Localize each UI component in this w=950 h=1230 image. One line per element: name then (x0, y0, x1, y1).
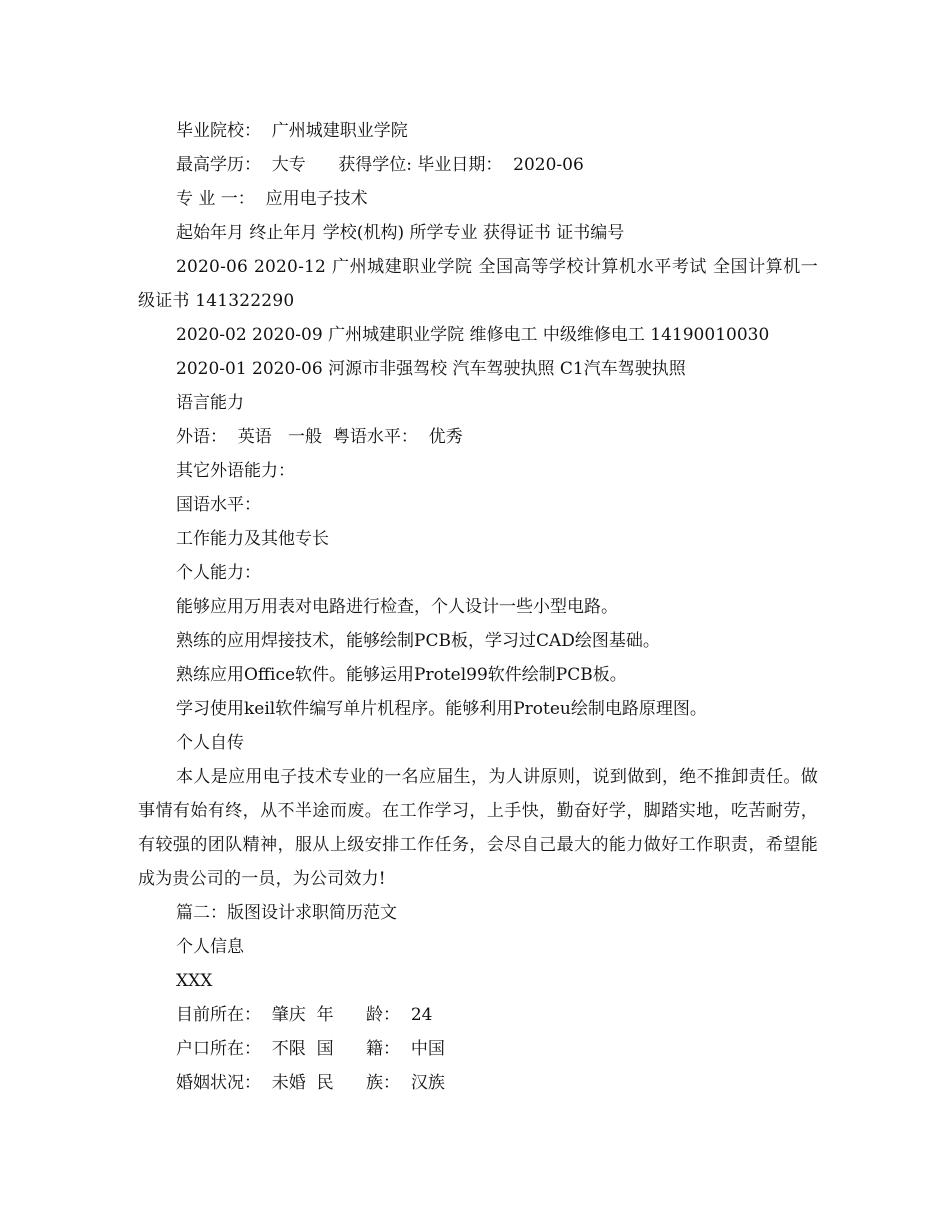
cert-row-driving: 2020-01 2020-06 河源市非强驾校 汽车驾驶执照 C1汽车驾驶执照 (176, 359, 686, 379)
education-line: 最高学历： 大专 获得学位: 毕业日期： 2020-06 (176, 155, 584, 175)
other-language-line: 其它外语能力： (176, 461, 295, 481)
skill-item: 学习使用keil软件编写单片机程序。能够利用Proteu绘制电路原理图。 (176, 699, 707, 719)
cert-row-electrician: 2020-02 2020-09 广州城建职业学院 维修电工 中级维修电工 14190010030 (176, 325, 770, 345)
skill-item: 能够应用万用表对电路进行检查，个人设计一些小型电路。 (176, 597, 618, 617)
section-article-two-title: 篇二：版图设计求职简历范文 (176, 903, 397, 923)
section-personal-info: 个人信息 (176, 937, 244, 957)
marital-ethnicity-line: 婚姻状况： 未婚 民 族： 汉族 (176, 1073, 445, 1093)
mandarin-line: 国语水平： (176, 495, 261, 515)
cert-table-header: 起始年月 终止年月 学校(机构) 所学专业 获得证书 证书编号 (176, 223, 625, 243)
major-line: 专 业 一： 应用电子技术 (176, 189, 368, 209)
section-language: 语言能力 (176, 393, 244, 413)
autobiography-paragraph: 本人是应用电子技术专业的一名应届生，为人讲原则，说到做到，绝不推卸责任。做事情有始有终，从不半途而废。在工作学习，上手快，勤奋好学，脚踏实地，吃苦耐劳，有较强的团队精神，服从上级安排工作任务，会尽自己最大的能力做好工作职责，希望能成为贵公司的一员，为公司效力! (138, 767, 818, 889)
cert-row-computer: 2020-06 2020-12 广州城建职业学院 全国高等学校计算机水平考试 全国计算机一级证书 141322290 (138, 257, 818, 311)
document-content (138, 114, 818, 1100)
hukou-nationality-line: 户口所在： 不限 国 籍： 中国 (176, 1039, 445, 1059)
skill-item: 熟练应用Office软件。能够运用Protel99软件绘制PCB板。 (176, 665, 627, 685)
skill-item: 熟练的应用焊接技术，能够绘制PCB板，学习过CAD绘图基础。 (176, 631, 660, 651)
section-skills: 工作能力及其他专长 (176, 529, 329, 549)
person-name: XXX (176, 971, 213, 991)
foreign-language-line: 外语： 英语 一般 粤语水平： 优秀 (176, 427, 463, 447)
graduation-school-line: 毕业院校： 广州城建职业学院 (176, 121, 408, 141)
section-autobiography: 个人自传 (176, 733, 244, 753)
location-age-line: 目前所在： 肇庆 年 龄： 24 (176, 1005, 433, 1025)
personal-ability-label: 个人能力： (176, 563, 261, 583)
